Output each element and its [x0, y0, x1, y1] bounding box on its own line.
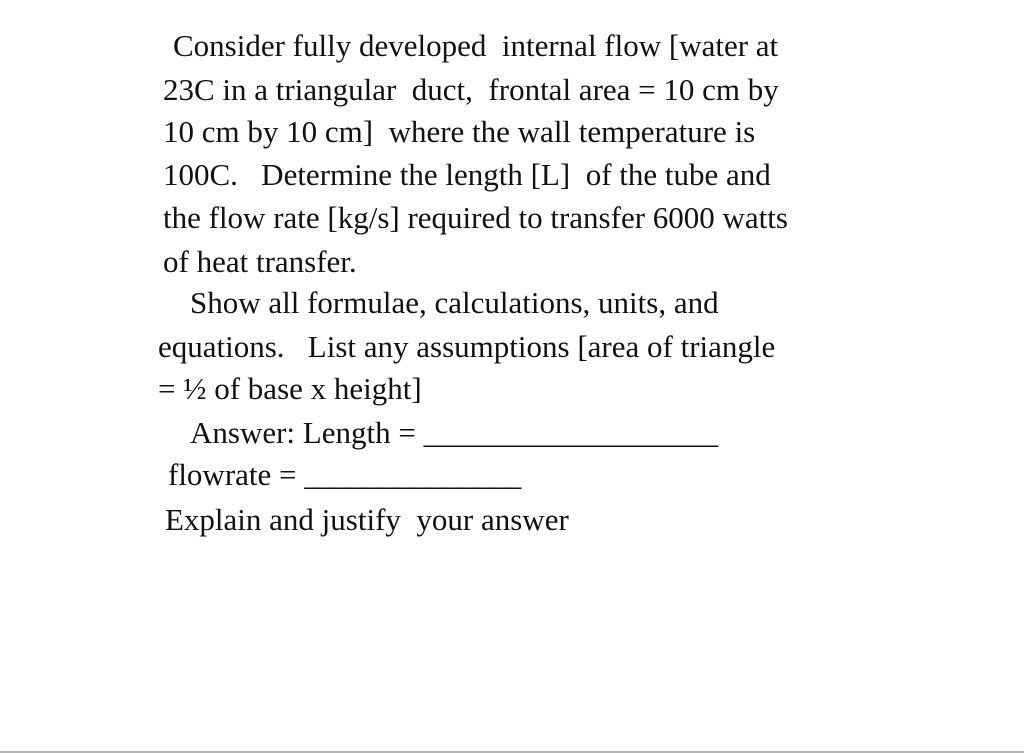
- instructions-line: equations. List any assumptions [area of triangle: [158, 329, 776, 364]
- problem-line: 100C. Determine the length [L] of the tube and: [163, 157, 771, 192]
- problem-line: of heat transfer.: [163, 244, 357, 279]
- answer-flowrate-line: flowrate = ______________: [168, 457, 522, 492]
- problem-line: the flow rate [kg/s] required to transfer 6000 watts: [163, 200, 788, 235]
- explain-line: Explain and justify your answer: [165, 502, 569, 537]
- problem-line: 23C in a triangular duct, frontal area = 10 cm by: [163, 72, 779, 107]
- instructions-line: Show all formulae, calculations, units, and: [190, 285, 719, 320]
- problem-line: Consider fully developed internal flow [water at: [173, 28, 779, 63]
- answer-length-line: Answer: Length = ___________________: [190, 415, 719, 450]
- instructions-line: = ½ of base x height]: [158, 371, 422, 406]
- problem-line: 10 cm by 10 cm] where the wall temperature is: [163, 114, 756, 149]
